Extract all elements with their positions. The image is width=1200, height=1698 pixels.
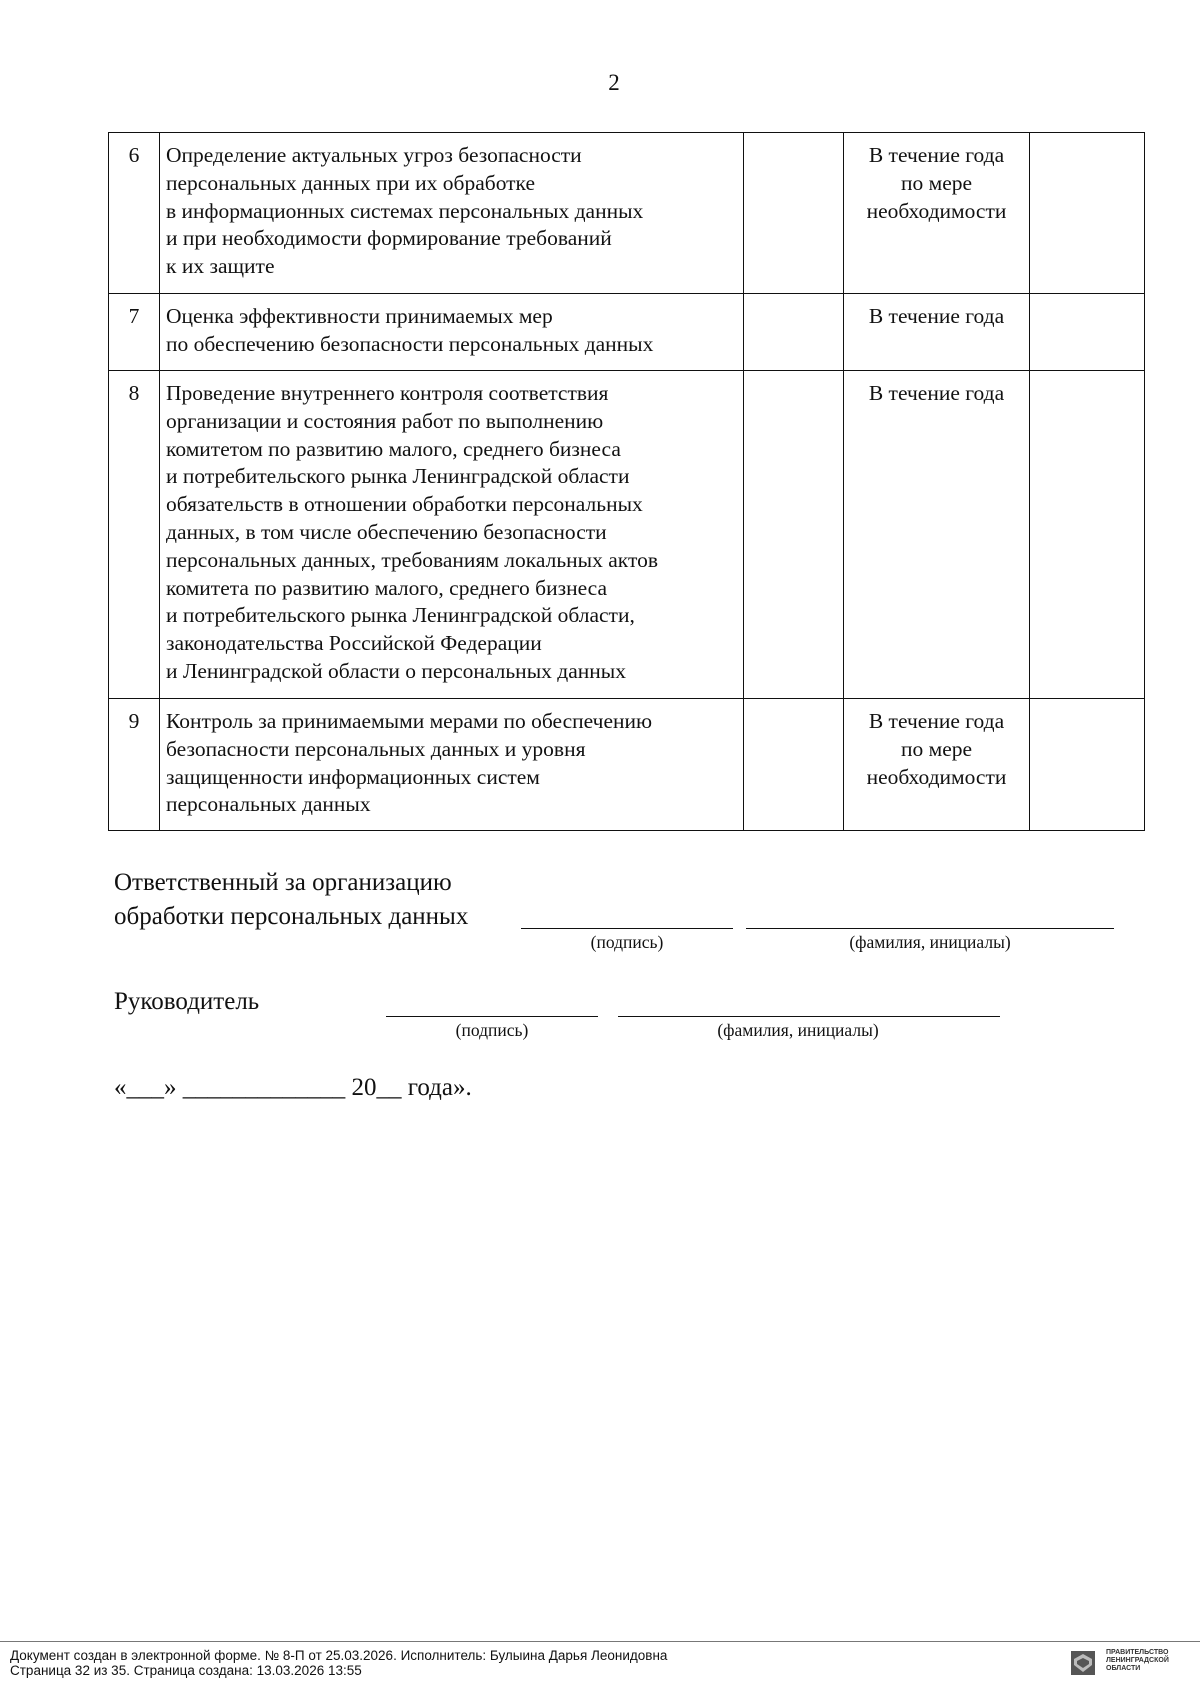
deadline-cell: В течение года по мере необходимости: [844, 133, 1030, 294]
responsible-name-line: [746, 928, 1114, 929]
head-signature-caption: (подпись): [455, 1020, 529, 1040]
responsible-signature-caption: (подпись): [590, 932, 664, 952]
table-row: [109, 699, 1145, 831]
row-number: 9: [109, 699, 160, 831]
footer-line2: Страница 32 из 35. Страница создана: 13.03.2026 13:55: [10, 1663, 362, 1678]
deadline-cell: В течение года: [844, 294, 1030, 371]
table-row: [109, 133, 1145, 294]
activity-text: Оценка эффективности принимаемых мер по обеспечению безопасности персональных данных: [160, 294, 744, 371]
empty-cell: [744, 294, 844, 371]
footer-divider: [0, 1641, 1200, 1642]
activities-table: [108, 132, 1145, 831]
empty-cell: [744, 371, 844, 699]
document-footer: [10, 1648, 667, 1678]
table-row: [109, 371, 1145, 699]
activity-text: Контроль за принимаемыми мерами по обеспечению безопасности персональных данных и уровня защищенности информационных систем персональных данных: [160, 699, 744, 831]
government-logo-text: ПРАВИТЕЛЬСТВО ЛЕНИНГРАДСКОЙ ОБЛАСТИ: [1106, 1649, 1169, 1672]
empty-cell: [1030, 294, 1145, 371]
deadline-cell: В течение года по мере необходимости: [844, 699, 1030, 831]
head-signature-line: [386, 1016, 598, 1017]
responsible-label-line1: Ответственный за организацию: [114, 869, 452, 896]
row-number: 8: [109, 371, 160, 699]
deadline-cell: В течение года: [844, 371, 1030, 699]
head-name-caption: (фамилия, инициалы): [717, 1020, 879, 1040]
date-line: «___» _____________ 20__ года».: [114, 1074, 472, 1101]
row-number: 7: [109, 294, 160, 371]
empty-cell: [744, 133, 844, 294]
responsible-label-line2: обработки персональных данных: [114, 903, 469, 930]
head-name-line: [618, 1016, 1000, 1017]
empty-cell: [1030, 371, 1145, 699]
coat-of-arms-icon: [1070, 1650, 1096, 1676]
row-number: 6: [109, 133, 160, 294]
empty-cell: [1030, 133, 1145, 294]
responsible-name-caption: (фамилия, инициалы): [849, 932, 1011, 952]
empty-cell: [744, 699, 844, 831]
page-number: 2: [608, 70, 620, 95]
activity-text: Проведение внутреннего контроля соответствия организации и состояния работ по выполнению комитетом по развитию малого, среднего бизнеса и потребительского рынка Ленинградской области обязательств в отношении обработки персональных данных, в том числе обеспечению безопасности персональных данных, требованиям локальных актов комитета по развитию малого, среднего бизнеса и потребительского рынка Ленинградской области, законодательства Российской Федерации и Ленинградской области о персональных данных: [160, 371, 744, 699]
head-label: Руководитель: [114, 988, 260, 1015]
table-row: [109, 294, 1145, 371]
footer-line1: Документ создан в электронной форме. № 8-П от 25.03.2026. Исполнитель: Булыина Дарья Леонидовна: [10, 1648, 668, 1663]
activity-text: Определение актуальных угроз безопасности персональных данных при их обработке в информационных системах персональных данных и при необходимости формирование требований к их защите: [160, 133, 744, 294]
responsible-label: [114, 866, 468, 934]
responsible-signature-line: [521, 928, 733, 929]
empty-cell: [1030, 699, 1145, 831]
